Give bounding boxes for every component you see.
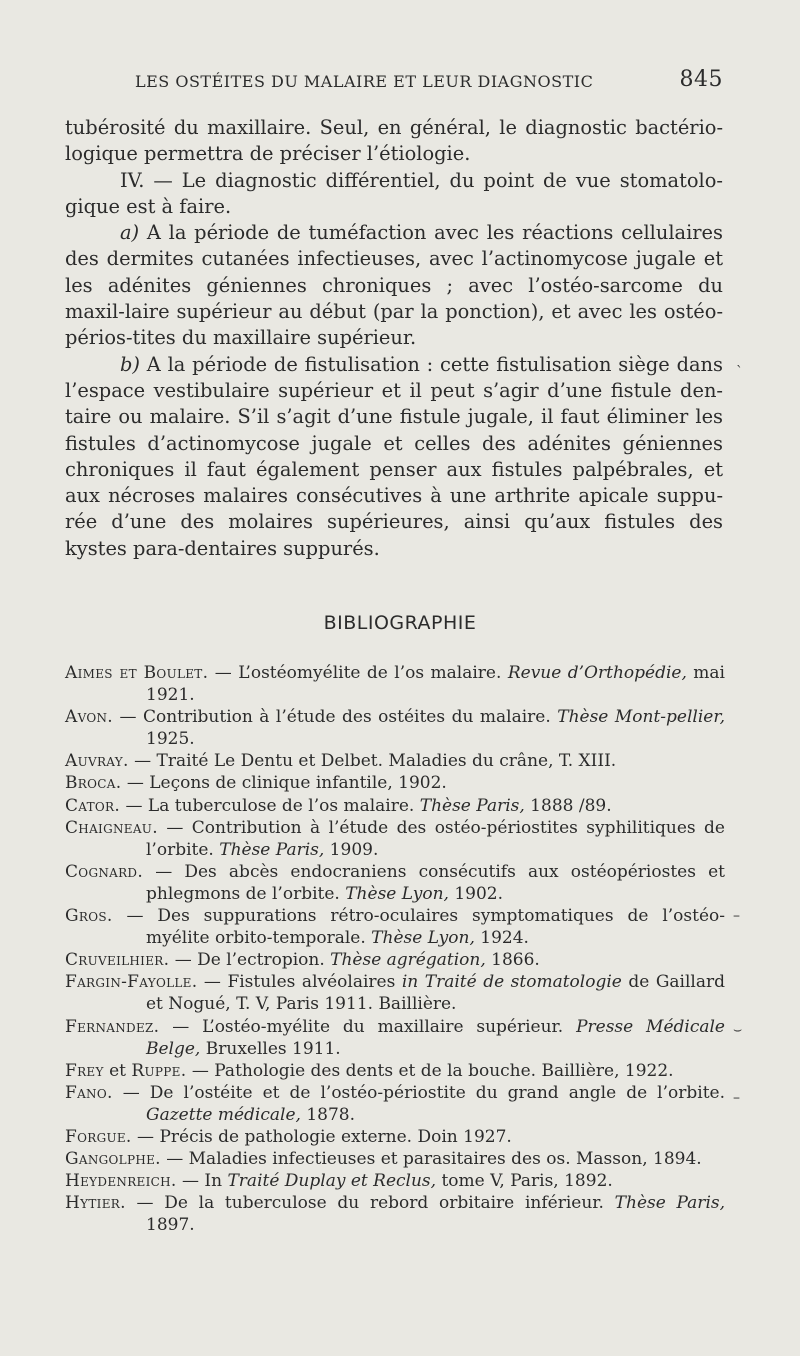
entry-author: Auvray.: [65, 751, 129, 772]
entry-text: tome V, Paris, 1892.: [436, 1171, 613, 1192]
entry-text: — Leçons de clinique infantile, 1902.: [121, 773, 447, 794]
entry-text: — La tuberculose de l’os malaire.: [120, 795, 420, 816]
bibliography-entry: [65, 817, 725, 861]
entry-work-title: Thèse Lyon,: [345, 883, 449, 904]
bibliography-entry: [65, 772, 725, 794]
paragraph-text: A la période de tuméfaction avec les réactions cellulaires des dermites cutanées infectieuses, avec l’actinomycose jugale et les adénites géniennes chroniques ; avec l’ostéo-sarcome du maxil-laire supérieur au début (par la ponction), et avec les ostéo-périos-tites du maxillaire supérieur.: [65, 221, 723, 350]
entry-text: — In: [176, 1171, 228, 1192]
entry-work-title: in Traité de stomatologie: [401, 972, 622, 993]
entry-author: Cognard.: [65, 861, 144, 882]
entry-work-title: Gazette médicale,: [146, 1104, 301, 1125]
entry-work-title: Thèse Paris,: [614, 1193, 726, 1214]
entry-text: — L’ostéomyélite de l’os malaire.: [208, 663, 508, 683]
bibliography-list: [65, 662, 725, 1236]
entry-text: — Des suppurations rétro-oculaires symptomatiques de l’ostéo-myélite orbito-temporale.: [112, 906, 725, 949]
margin-mark: `: [736, 364, 743, 380]
entry-text: 1866.: [485, 950, 540, 971]
entry-author: Cruveilhier.: [65, 950, 170, 971]
margin-mark: ⌣: [733, 1022, 743, 1038]
entry-author: Frey: [65, 1060, 104, 1081]
bibliography-entry: [65, 1192, 725, 1236]
paragraph-text: A la période de fistulisation : cette fistulisation siège dans l’espace vestibulaire supérieur et il peut s’agir d’une fistule den-taire ou malaire. S’il s’agit d’une fistule jugale, il faut éliminer les fistules d’actinomycose jugale et celles des adénites géniennes chroniques il faut également penser aux fistules palpébrales, et aux nécroses malaires consécutives à une arthrite apicale suppu-rée d’une des molaires supérieures, ainsi qu’aux fistules des kystes para-dentaires suppurés.: [65, 352, 723, 560]
bibliography-entry: [65, 1016, 725, 1060]
entry-work-title: Thèse Mont-pellier,: [557, 707, 725, 728]
entry-author: Forgue.: [65, 1126, 132, 1147]
entry-author: Avon.: [65, 707, 113, 728]
bibliography-entry: [65, 1170, 725, 1192]
entry-work-title: Revue d’Orthopédie,: [507, 663, 687, 683]
entry-author: Heydenreich.: [65, 1171, 177, 1192]
bibliography-entry: [65, 1126, 725, 1148]
entry-text: — Fistules alvéolaires: [197, 972, 402, 993]
entry-text: — Maladies infectieuses et parasitaires des os. Masson, 1894.: [160, 1149, 702, 1170]
entry-work-title: Traité Duplay et Reclus,: [227, 1171, 437, 1192]
paragraph: [65, 352, 723, 562]
entry-text: 1878.: [300, 1104, 355, 1125]
bibliography-entry: [65, 662, 725, 706]
paragraph: [65, 220, 723, 351]
bibliography-entry: [65, 750, 725, 772]
entry-text: Bruxelles 1911.: [200, 1038, 341, 1059]
entry-text: 1897.: [146, 1215, 195, 1236]
entry-author: Hytier.: [65, 1193, 126, 1214]
entry-text: 1888 /89.: [524, 795, 612, 816]
entry-author: Aimes et Boulet.: [65, 663, 209, 683]
entry-text: — L’ostéo-myélite du maxillaire supérieur.: [159, 1016, 577, 1037]
entry-text: 1909.: [324, 839, 379, 860]
entry-author: Fano.: [65, 1082, 113, 1103]
entry-text: 1902.: [448, 883, 504, 904]
entry-author: Cator.: [65, 795, 121, 816]
entry-text: 1925.: [146, 729, 195, 750]
entry-text: de Gaillard et Nogué, T. V, Paris 1911. Baillière.: [146, 972, 726, 1015]
paragraph: tubérosité du maxillaire. Seul, en général, le diagnostic bactério-logique permettra de préciser l’étiologie.: [65, 116, 723, 166]
entry-text: — Des abcès endocraniens consécutifs aux ostéopériostes et phlegmons de l’orbite.: [143, 861, 725, 904]
entry-author: Fernandez.: [65, 1016, 160, 1037]
entry-text: — De la tuberculose du rebord orbitaire inférieur.: [125, 1193, 615, 1214]
bibliography-entry: [65, 1082, 725, 1126]
entry-text: mai 1921.: [146, 663, 725, 706]
entry-author: Gros.: [65, 906, 113, 927]
entry-text: et: [103, 1060, 132, 1081]
margin-mark: –: [733, 1090, 740, 1106]
entry-work-title: Thèse agrégation,: [330, 950, 486, 971]
entry-text: — Contribution à l’étude des ostéo-périostites syphilitiques de l’orbite.: [146, 817, 725, 860]
entry-text: — De l’ostéite et de l’ostéo-périostite du grand angle de l’orbite.: [112, 1082, 725, 1103]
bibliography-entry: [65, 949, 725, 971]
entry-work-title: Thèse Paris,: [219, 839, 325, 860]
margin-mark: –: [733, 908, 740, 924]
entry-author: Gangolphe.: [65, 1149, 161, 1170]
entry-text: — Pathologie des dents et de la bouche. Baillière, 1922.: [186, 1060, 674, 1081]
paragraph: IV. — Le diagnostic différentiel, du point de vue stomatolo-gique est à faire.: [65, 168, 723, 218]
running-title: LES OSTÉITES DU MALAIRE ET LEUR DIAGNOSTIC: [135, 72, 594, 91]
bibliography-entry: [65, 706, 725, 750]
entry-text: — Précis de pathologie externe. Doin 1927.: [131, 1126, 512, 1147]
entry-text: — Traité Le Dentu et Delbet. Maladies du crâne, T. XIII.: [128, 751, 617, 772]
entry-author: Ruppe.: [131, 1060, 187, 1081]
body-text: [65, 115, 723, 562]
item-letter: a): [120, 221, 140, 245]
item-letter: b): [120, 352, 140, 376]
entry-work-title: Thèse Paris,: [419, 795, 525, 816]
bibliography-entry: [65, 1148, 725, 1170]
entry-author: Fargin-Fayolle.: [65, 972, 198, 993]
entry-work-title: Presse Médicale Belge,: [146, 1016, 725, 1059]
entry-text: — De l’ectropion.: [169, 950, 331, 971]
bibliography-entry: [65, 795, 725, 817]
entry-text: — Contribution à l’étude des ostéites du malaire.: [112, 707, 558, 728]
bibliography-entry: [65, 1060, 725, 1082]
bibliography-entry: [65, 971, 725, 1015]
page-number: 845: [679, 67, 723, 92]
bibliography-entry: [65, 905, 725, 949]
entry-work-title: Thèse Lyon,: [371, 928, 475, 949]
entry-text: 1924.: [474, 928, 529, 949]
bibliography-entry: [65, 861, 725, 905]
section-heading: BIBLIOGRAPHIE: [323, 612, 477, 634]
entry-author: Chaigneau.: [65, 817, 158, 838]
entry-author: Broca.: [65, 773, 122, 794]
